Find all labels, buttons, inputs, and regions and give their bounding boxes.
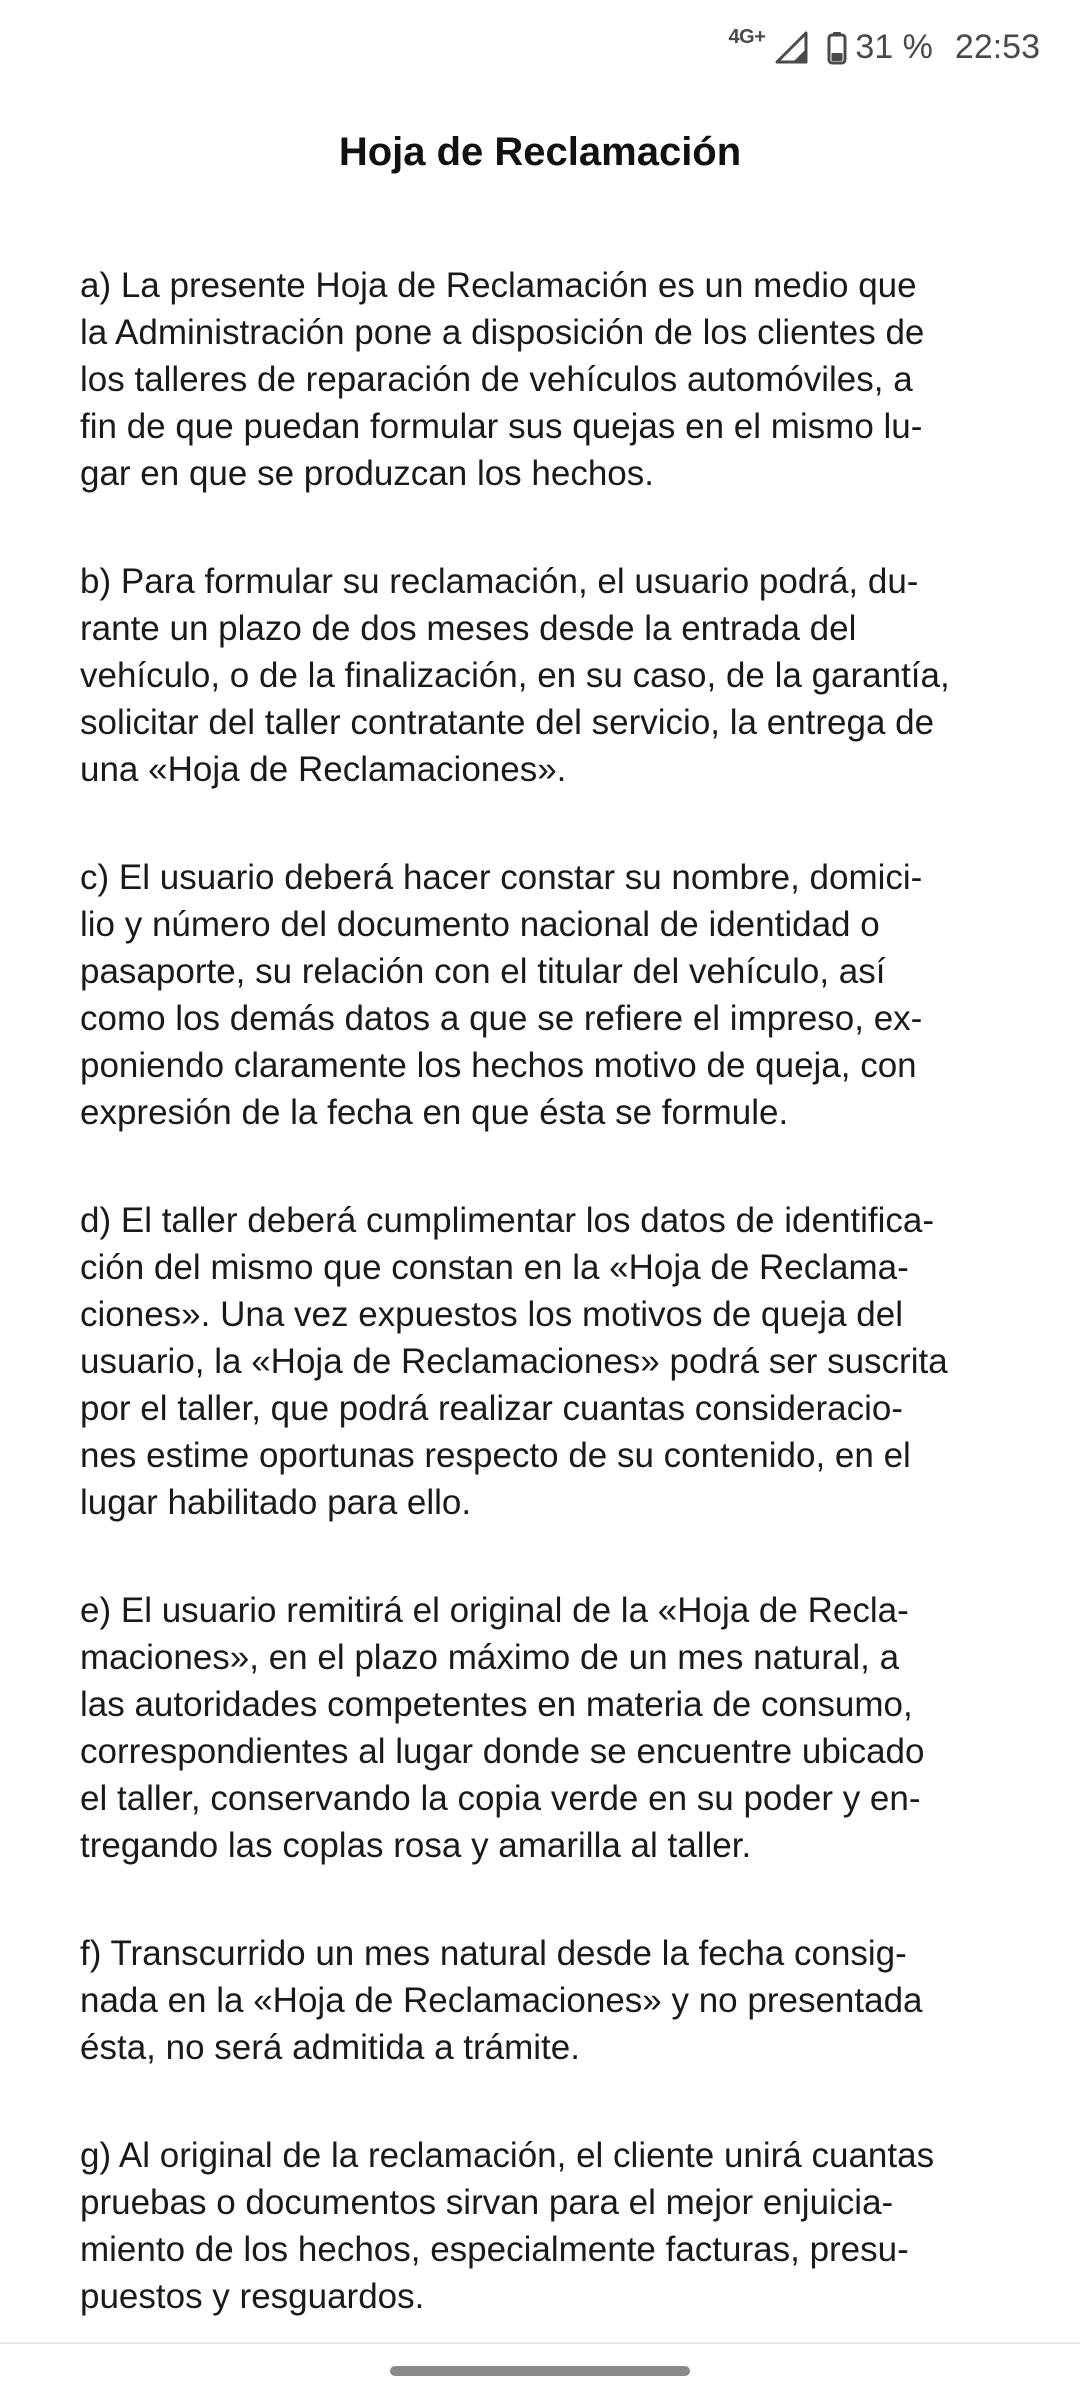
paragraph-line: la Administración pone a disposición de los clientes de	[80, 313, 925, 352]
paragraph-line: ésta, no será admitida a trámite.	[80, 2028, 580, 2067]
paragraph-line: los talleres de reparación de vehículos automóviles, a	[80, 360, 913, 399]
paragraph-line: correspondientes al lugar donde se encuentre ubicado	[80, 1732, 925, 1771]
paragraph-line: f) Transcurrido un mes natural desde la fecha consig-	[80, 1934, 907, 1973]
paragraph-line: vehículo, o de la finalización, en su caso, de la garantía,	[80, 656, 950, 695]
complaint-instructions[interactable]	[80, 262, 1065, 2381]
paragraph-line: como los demás datos a que se refiere el impreso, ex-	[80, 999, 923, 1038]
paragraph-line: d) El taller deberá cumplimentar los datos de identifica-	[80, 1201, 935, 1240]
paragraph-line: nes estime oportunas respecto de su contenido, en el	[80, 1436, 911, 1475]
paragraph-line: g) Al original de la reclamación, el cliente unirá cuantas	[80, 2136, 935, 2175]
status-bar	[0, 0, 1080, 105]
clock: 22:53	[954, 28, 1040, 66]
paragraph-line: e) El usuario remitirá el original de la «Hoja de Recla-	[80, 1591, 909, 1630]
paragraph-line: a) La presente Hoja de Reclamación es un medio que	[80, 266, 917, 305]
paragraph-f	[80, 1930, 1065, 2071]
paragraph-line: puestos y resguardos.	[80, 2277, 425, 2316]
home-indicator[interactable]	[390, 2366, 690, 2376]
paragraph-a	[80, 262, 1065, 497]
paragraph-line: usuario, la «Hoja de Reclamaciones» podrá ser suscrita	[80, 1342, 948, 1381]
paragraph-line: b) Para formular su reclamación, el usuario podrá, du-	[80, 562, 919, 601]
paragraph-line: por el taller, que podrá realizar cuantas consideracio-	[80, 1389, 903, 1428]
paragraph-line: miento de los hechos, especialmente facturas, presu-	[80, 2230, 909, 2269]
paragraph-line: c) El usuario deberá hacer constar su nombre, domici-	[80, 858, 923, 897]
paragraph-line: gar en que se produzcan los hechos.	[80, 454, 654, 493]
page-title: Hoja de Reclamación	[338, 130, 742, 174]
paragraph-line: ción del mismo que constan en la «Hoja de Reclama-	[80, 1248, 909, 1287]
paragraph-g	[80, 2132, 1065, 2320]
paragraph-line: el taller, conservando la copia verde en su poder y en-	[80, 1779, 921, 1818]
battery-percentage: 31 %	[855, 28, 933, 66]
paragraph-line: nada en la «Hoja de Reclamaciones» y no presentada	[80, 1981, 923, 2020]
navigation-bar-divider	[0, 2342, 1080, 2344]
paragraph-line: las autoridades competentes en materia de consumo,	[80, 1685, 913, 1724]
paragraph-line: lugar habilitado para ello.	[80, 1483, 472, 1522]
paragraph-line: pruebas o documentos sirvan para el mejor enjuicia-	[80, 2183, 894, 2222]
paragraph-line: fin de que puedan formular sus quejas en el mismo lu-	[80, 407, 923, 446]
paragraph-line: lio y número del documento nacional de identidad o	[80, 905, 880, 944]
battery-icon	[827, 31, 847, 65]
paragraph-e	[80, 1587, 1065, 1869]
paragraph-line: pasaporte, su relación con el titular del vehículo, así	[80, 952, 886, 991]
paragraph-line: ciones». Una vez expuestos los motivos de queja del	[80, 1295, 903, 1334]
network-type-label: 4G+	[728, 26, 766, 48]
paragraph-d	[80, 1197, 1065, 1526]
paragraph-line: maciones», en el plazo máximo de un mes natural, a	[80, 1638, 900, 1677]
paragraph-c	[80, 854, 1065, 1136]
paragraph-line: una «Hoja de Reclamaciones».	[80, 750, 567, 789]
paragraph-b	[80, 558, 1065, 793]
paragraph-line: tregando las coplas rosa y amarilla al taller.	[80, 1826, 752, 1865]
paragraph-line: poniendo claramente los hechos motivo de queja, con	[80, 1046, 917, 1085]
status-icons	[729, 28, 1040, 67]
paragraph-line: rante un plazo de dos meses desde la entrada del	[80, 609, 857, 648]
paragraph-line: expresión de la fecha en que ésta se formule.	[80, 1093, 789, 1132]
paragraph-line: solicitar del taller contratante del servicio, la entrega de	[80, 703, 935, 742]
signal-icon	[775, 31, 809, 65]
